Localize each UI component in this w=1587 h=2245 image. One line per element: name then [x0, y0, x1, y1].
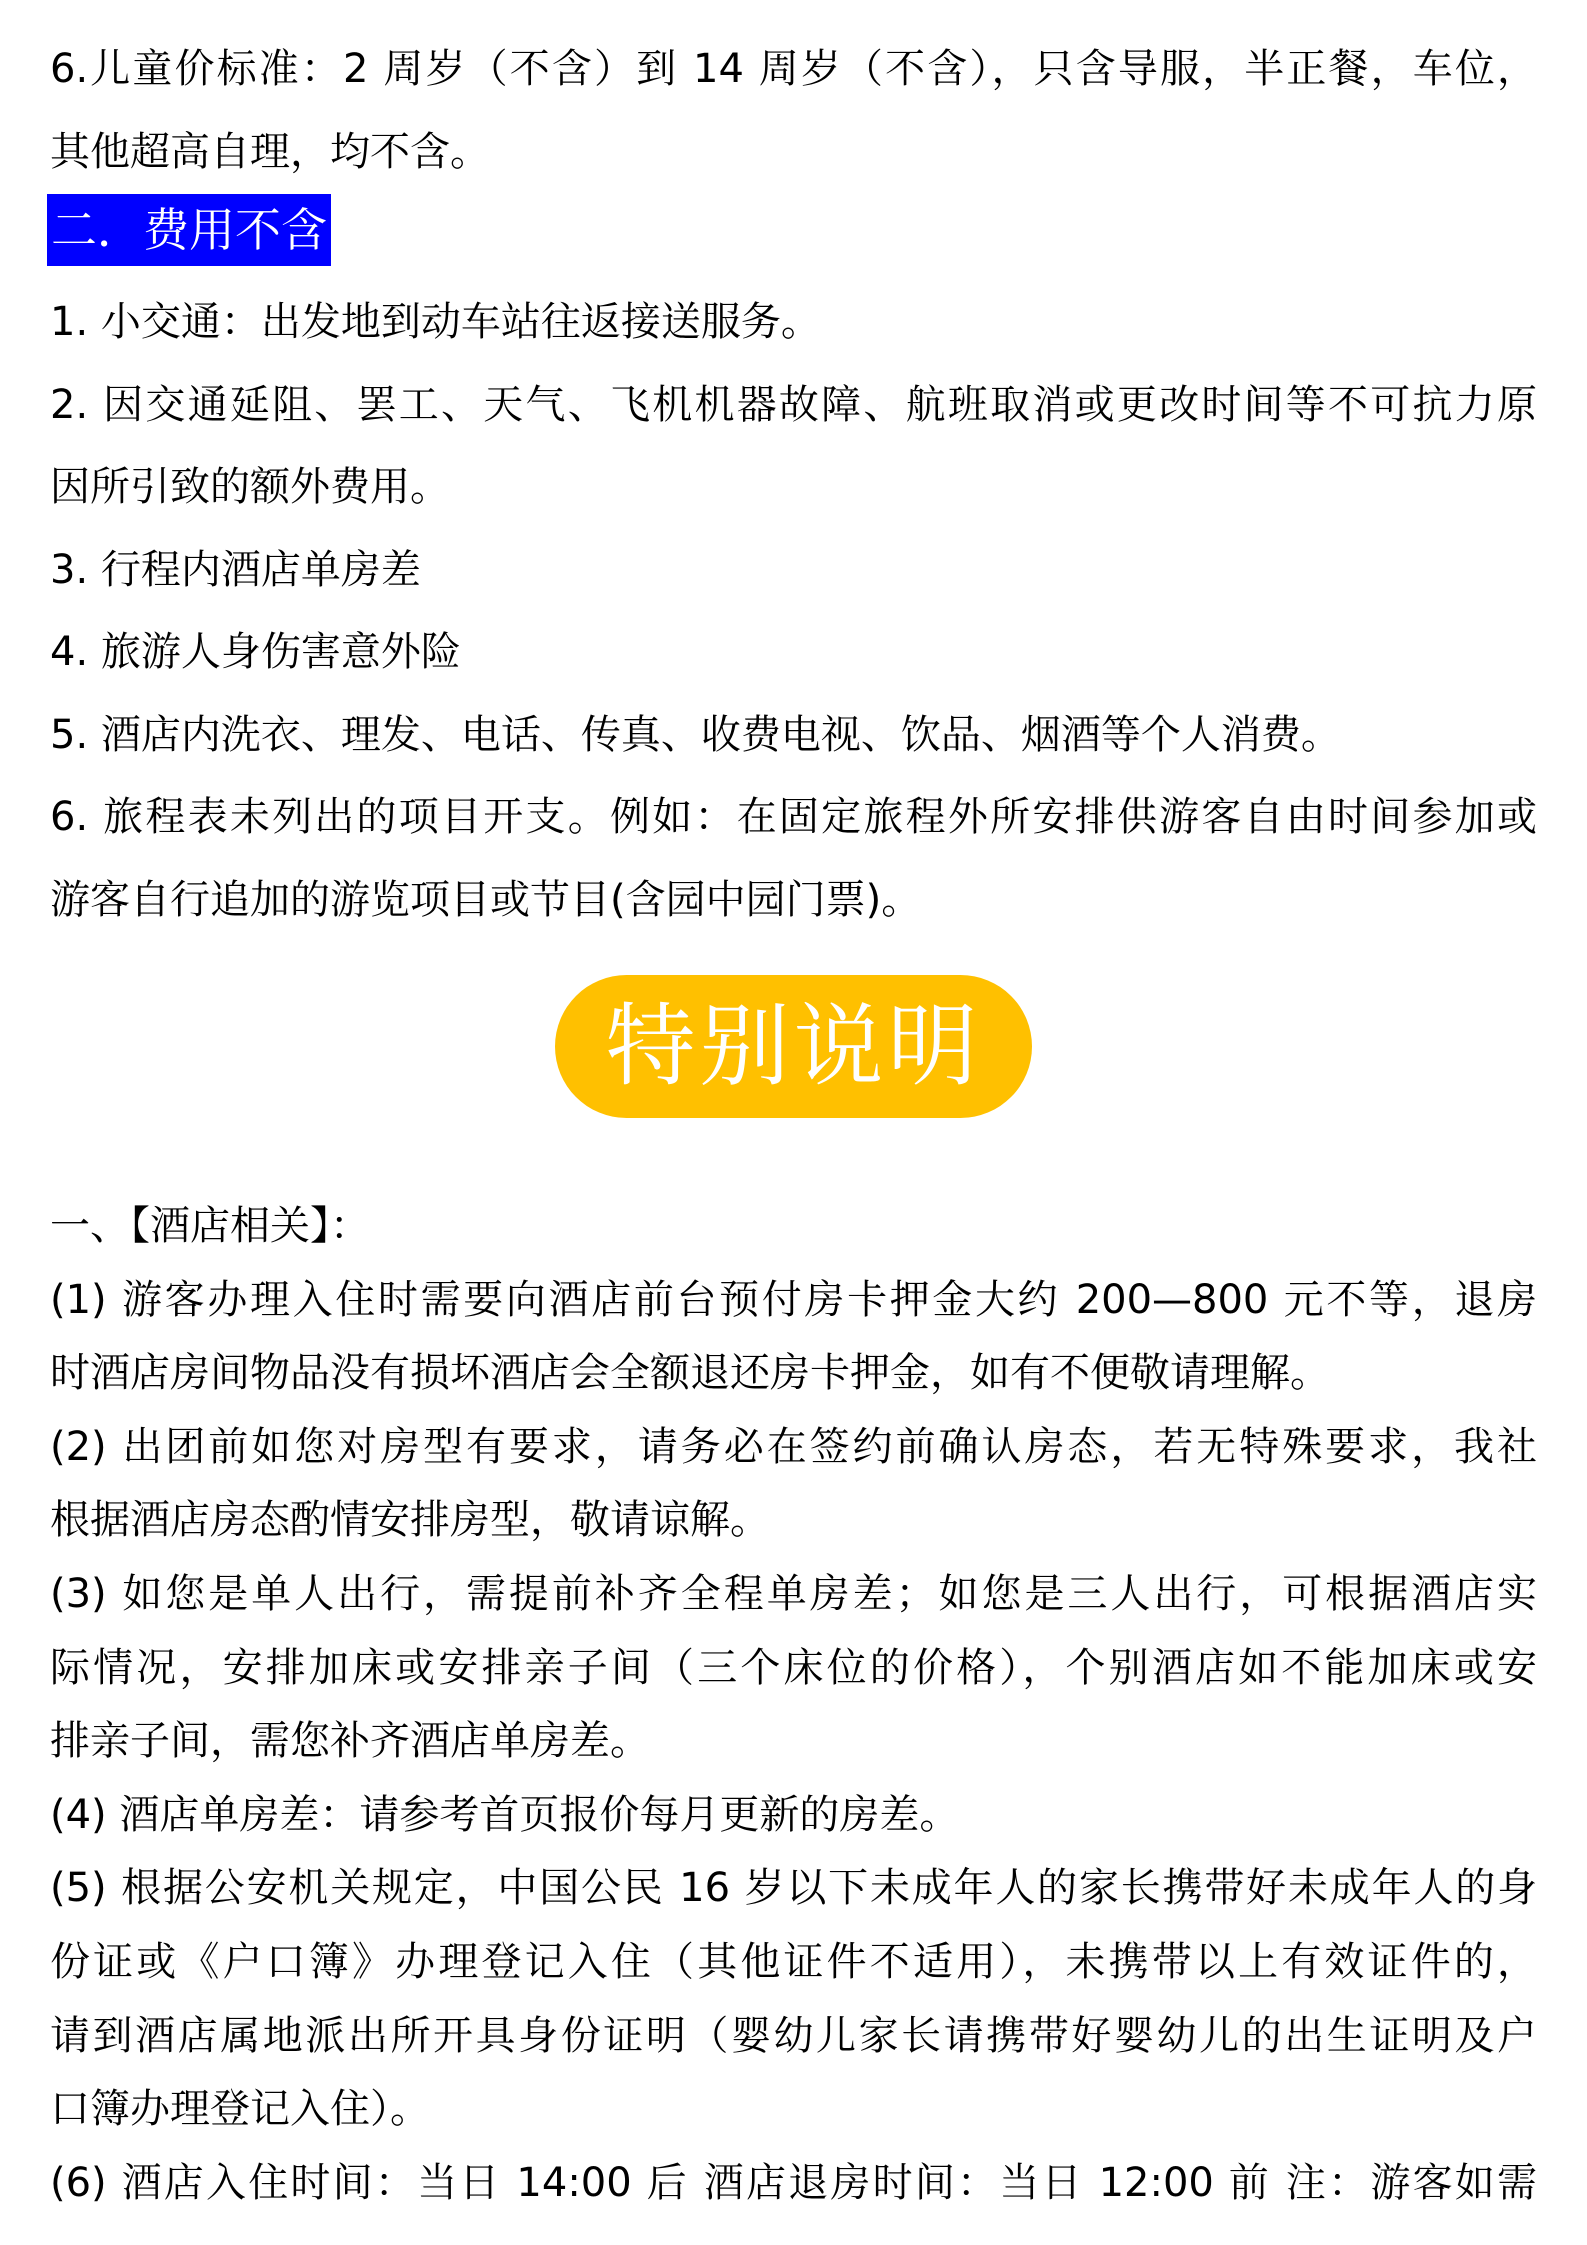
hotel-note-line: (3) 如您是单人出行，需提前补齐全程单房差；如您是三人出行，可根据酒店实 [50, 1570, 1537, 1617]
fees-section [0, 0, 1587, 941]
hotel-notes-title: 一、【酒店相关】： [50, 1203, 370, 1249]
hotel-note-line: 口簿办理登记入住）。 [50, 2086, 430, 2133]
fees-excluded-item-2 [50, 364, 1537, 529]
fees-excluded-item-1 [50, 281, 1537, 364]
hotel-note-line: 际情况，安排加床或安排亲子间（三个床位的价格），个别酒店如不能加床或安 [50, 1644, 1537, 1691]
fees-excluded-item-line: 3. 行程内酒店单房差 [50, 546, 421, 593]
hotel-note-line: 排亲子间，需您补齐酒店单房差。 [50, 1718, 650, 1765]
hotel-note-line: (5) 根据公安机关规定，中国公民 16 岁以下未成年人的家长携带好未成年人的身 [50, 1865, 1537, 1912]
hotel-note-line: (2) 出团前如您对房型有要求，请务必在签约前确认房态，若无特殊要求，我社 [50, 1423, 1537, 1470]
fees-excluded-item-line: 游客自行追加的游览项目或节目(含园中园门票)。 [50, 876, 922, 923]
hotel-notes-section [0, 1118, 1587, 2220]
fees-excluded-item-6 [50, 776, 1537, 941]
hotel-note-item-5 [50, 1852, 1537, 2146]
special-notes-banner-title: 特别说明 [605, 993, 982, 1099]
special-notes-banner [555, 975, 1032, 1118]
fees-excluded-item-line: 6. 旅程表未列出的项目开支。例如：在固定旅程外所安排供游客自由时间参加或 [50, 794, 1537, 840]
fees-excluded-heading-text: 二．费用不含 [47, 194, 331, 266]
hotel-note-item-4 [50, 1779, 1537, 1853]
fees-excluded-item-3 [50, 529, 1537, 612]
hotel-note-line: (1) 游客办理入住时需要向酒店前台预付房卡押金大约 200—800 元不等，退房 [50, 1276, 1537, 1323]
hotel-note-item-6 [50, 2147, 1537, 2221]
fees-excluded-item-5 [50, 694, 1537, 777]
hotel-note-item-3 [50, 1558, 1537, 1779]
fees-excluded-item-line: 1. 小交通：出发地到动车站往返接送服务。 [50, 299, 821, 345]
fees-excluded-heading [47, 194, 1537, 266]
hotel-note-line: 请到酒店属地派出所开具身份证明（婴幼儿家长请携带好婴幼儿的出生证明及户 [50, 2012, 1537, 2059]
fees-excluded-item-line: 4. 旅游人身伤害意外险 [50, 629, 461, 675]
child-price-note-line: 其他超高自理，均不含。 [50, 128, 490, 175]
child-price-note-line: 6.儿童价标准：2 周岁（不含）到 14 周岁（不含），只含导服，半正餐，车位， [50, 46, 1537, 92]
hotel-note-item-2 [50, 1411, 1537, 1558]
fees-excluded-item-line: 5. 酒店内洗衣、理发、电话、传真、收费电视、饮品、烟酒等个人消费。 [50, 711, 1341, 758]
fees-excluded-item-line: 2. 因交通延阻、罢工、天气、飞机机器故障、航班取消或更改时间等不可抗力原 [50, 381, 1537, 428]
fees-excluded-item-line: 因所引致的额外费用。 [50, 464, 450, 510]
hotel-note-line: (6) 酒店入住时间：当日 14:00 后 酒店退房时间：当日 12:00 前 注：游客如需 [50, 2159, 1537, 2206]
hotel-note-line: 根据酒店房态酌情安排房型，敬请谅解。 [50, 1497, 770, 1544]
child-price-note [50, 28, 1537, 193]
hotel-note-line: 份证或《户口簿》办理登记入住（其他证件不适用），未携带以上有效证件的， [50, 1938, 1537, 1985]
fees-excluded-item-4 [50, 611, 1537, 694]
hotel-note-line: (4) 酒店单房差：请参考首页报价每月更新的房差。 [50, 1791, 960, 1838]
hotel-note-line: 时酒店房间物品没有损坏酒店会全额退还房卡押金，如有不便敬请理解。 [50, 1350, 1330, 1397]
hotel-note-item-1 [50, 1264, 1537, 1411]
